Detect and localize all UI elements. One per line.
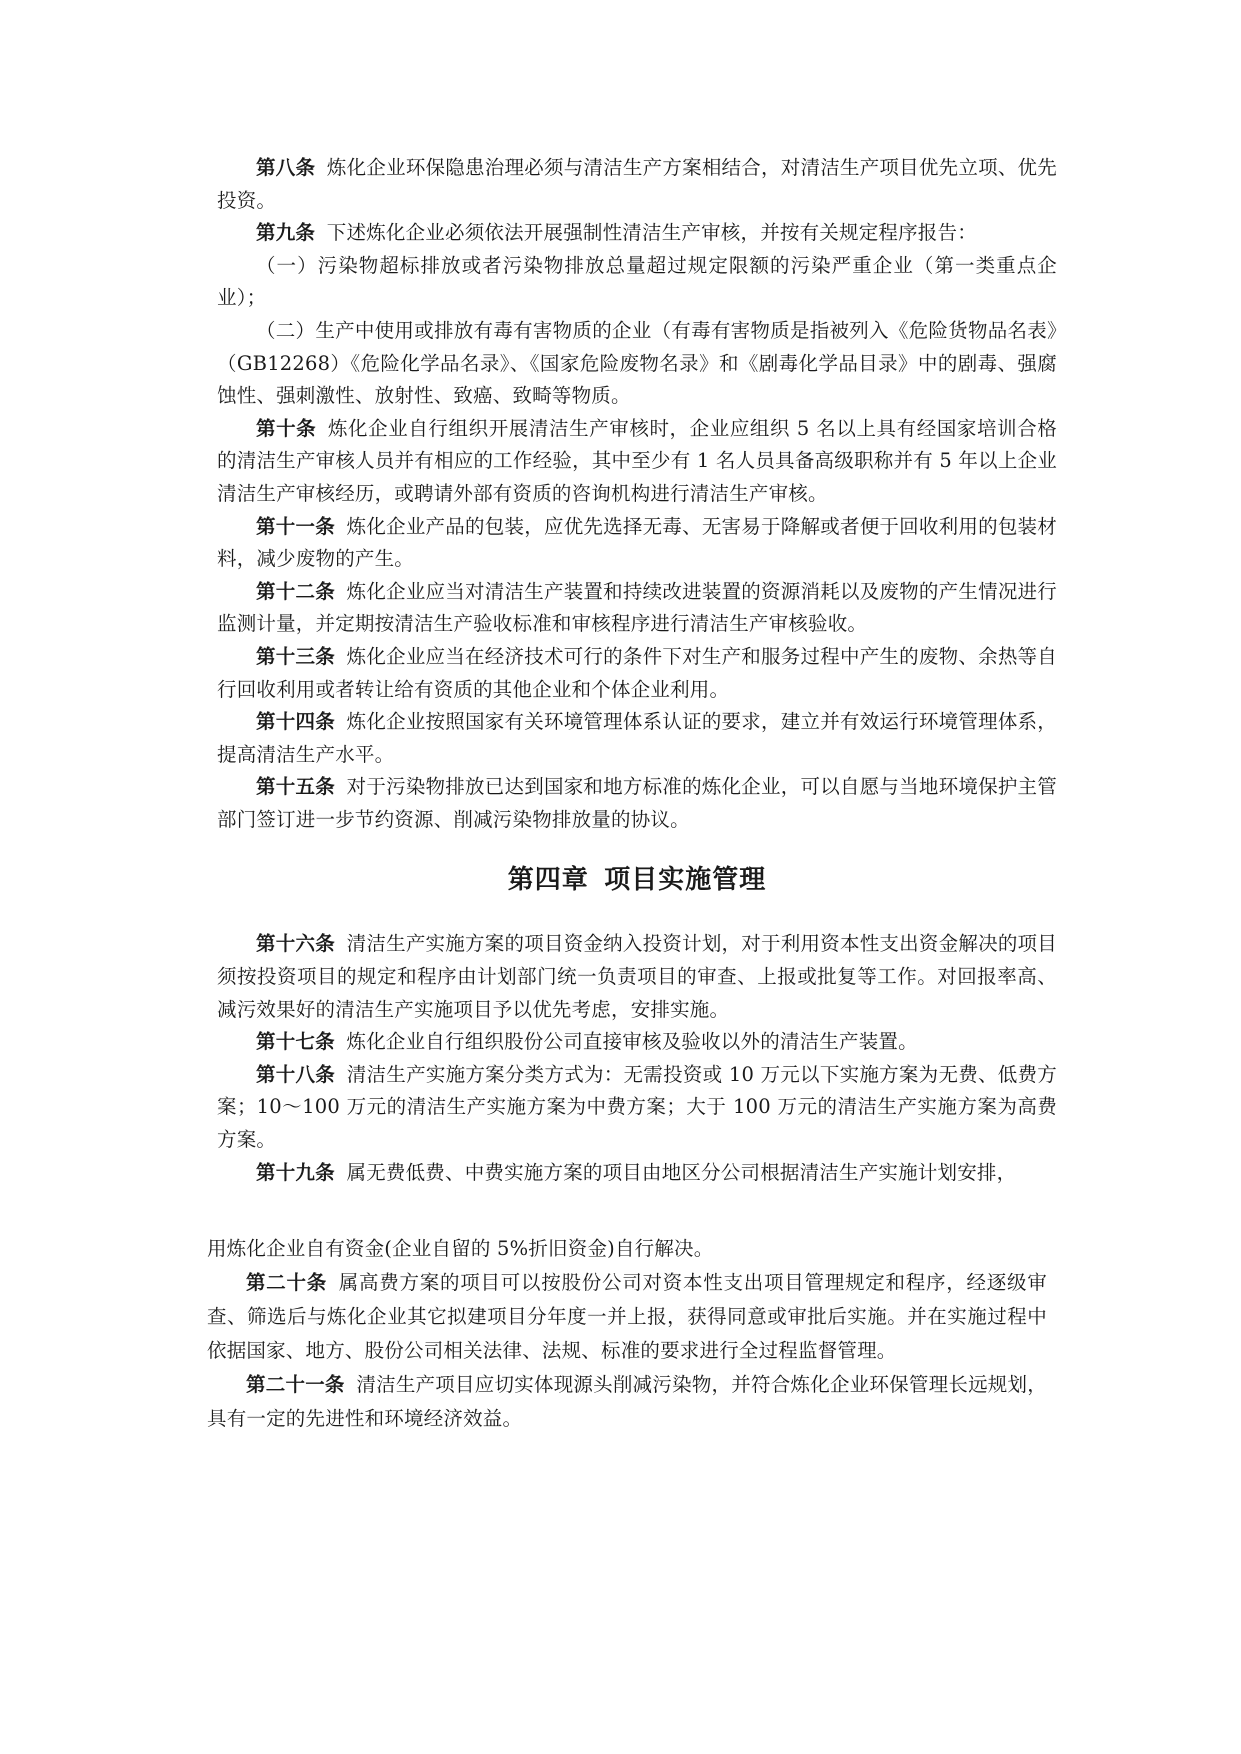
article-18	[217, 1059, 1057, 1157]
chapter-title: 项目实施管理	[604, 865, 767, 896]
article-19-continuation: 用炼化企业自有资金(企业自留的 5%折旧资金)自行解决。	[207, 1237, 714, 1260]
article-text: 对于污染物排放已达到国家和地方标准的炼化企业，可以自愿与当地环境保护主管部门签订进一步节约资源、削减污染物排放量的协议。	[217, 775, 1057, 831]
article-label: 第十五条	[256, 775, 335, 799]
list-item-1: （一）污染物超标排放或者污染物排放总量超过规定限额的污染严重企业（第一类重点企业）；	[217, 253, 1057, 310]
article-label: 第十七条	[256, 1030, 335, 1054]
article-label: 第十一条	[256, 514, 335, 538]
article-17	[217, 1026, 1057, 1059]
article-10	[217, 413, 1057, 511]
article-label: 第十二条	[256, 579, 335, 603]
article-label: 第二十条	[246, 1271, 328, 1294]
article-text: 属无费低费、中费实施方案的项目由地区分公司根据清洁生产实施计划安排，	[346, 1160, 1017, 1184]
article-label: 第二十一条	[246, 1373, 345, 1396]
article-text: 下述炼化企业必须依法开展强制性清洁生产审核，并按有关规定程序报告：	[326, 221, 977, 245]
article-20	[207, 1266, 1047, 1368]
article-11	[217, 511, 1057, 576]
article-text: 炼化企业自行组织开展清洁生产审核时，企业应组织 5 名以上具有经国家培训合格的清洁生产审核人员并有相应的工作经验，其中至少有 1 名人员具备高级职称并有 5 年以上企业清洁生产审核经历，或聘请外部有资质的咨询机构进行清洁生产审核。	[217, 416, 1057, 505]
article-12	[217, 576, 1057, 641]
chapter-heading	[217, 862, 1057, 898]
article-label: 第十三条	[256, 644, 335, 668]
article-text: 清洁生产项目应切实体现源头削减污染物，并符合炼化企业环保管理长远规划，具有一定的先进性和环境经济效益。	[207, 1373, 1047, 1430]
article-16	[217, 928, 1057, 1026]
article-label: 第十条	[256, 416, 317, 440]
article-text: 炼化企业按照国家有关环境管理体系认证的要求，建立并有效运行环境管理体系，提高清洁生产水平。	[217, 710, 1057, 766]
list-item-2: （二）生产中使用或排放有毒有害物质的企业（有毒有害物质是指被列入《危险货物品名表》（GB12268）《危险化学品名录》、《国家危险废物名录》和《剧毒化学品目录》中的剧毒、强腐蚀性、强刺激性、放射性、致癌、致畸等物质。	[217, 318, 1057, 408]
chapter-number: 第四章	[507, 865, 589, 896]
article-text: 清洁生产实施方案分类方式为：无需投资或 10 万元以下实施方案为无费、低费方案；10～100 万元的清洁生产实施方案为中费方案；大于 100 万元的清洁生产实施方案为高费方案。	[217, 1062, 1057, 1152]
article-13	[217, 641, 1057, 706]
article-label: 第十九条	[256, 1160, 335, 1184]
article-9	[217, 217, 1057, 250]
article-label: 第十六条	[256, 932, 335, 956]
article-14	[217, 706, 1057, 771]
article-text: 属高费方案的项目可以按股份公司对资本性支出项目管理规定和程序，经逐级审查、筛选后与炼化企业其它拟建项目分年度一并上报，获得同意或审批后实施。并在实施过程中依据国家、地方、股份公司相关法律、法规、标准的要求进行全过程监督管理。	[207, 1271, 1047, 1362]
article-label: 第九条	[256, 221, 316, 245]
regulation-text-block-lower	[207, 1232, 1047, 1436]
article-text: 炼化企业环保隐患治理必须与清洁生产方案相结合，对清洁生产项目优先立项、优先投资。	[217, 156, 1057, 212]
article-label: 第八条	[256, 156, 316, 179]
article-text: 炼化企业应当在经济技术可行的条件下对生产和服务过程中产生的废物、余热等自行回收利用或者转让给有资质的其他企业和个体企业利用。	[217, 644, 1057, 701]
article-text: 炼化企业自行组织股份公司直接审核及验收以外的清洁生产装置。	[346, 1030, 918, 1054]
article-8	[217, 152, 1057, 217]
article-text: 炼化企业产品的包装，应优先选择无毒、无害易于降解或者便于回收利用的包装材料，减少废物的产生。	[217, 514, 1057, 571]
regulation-text-block-upper	[217, 152, 1057, 1189]
article-19	[217, 1157, 1057, 1190]
article-15	[217, 771, 1057, 836]
article-text: 清洁生产实施方案的项目资金纳入投资计划，对于利用资本性支出资金解决的项目须按投资项目的规定和程序由计划部门统一负责项目的审查、上报或批复等工作。对回报率高、减污效果好的清洁生产实施项目予以优先考虑，安排实施。	[217, 932, 1057, 1021]
article-label: 第十八条	[256, 1062, 336, 1086]
article-label: 第十四条	[256, 710, 335, 734]
article-21	[207, 1368, 1047, 1436]
article-text: 炼化企业应当对清洁生产装置和持续改进装置的资源消耗以及废物的产生情况进行监测计量，并定期按清洁生产验收标准和审核程序进行清洁生产审核验收。	[217, 579, 1057, 636]
